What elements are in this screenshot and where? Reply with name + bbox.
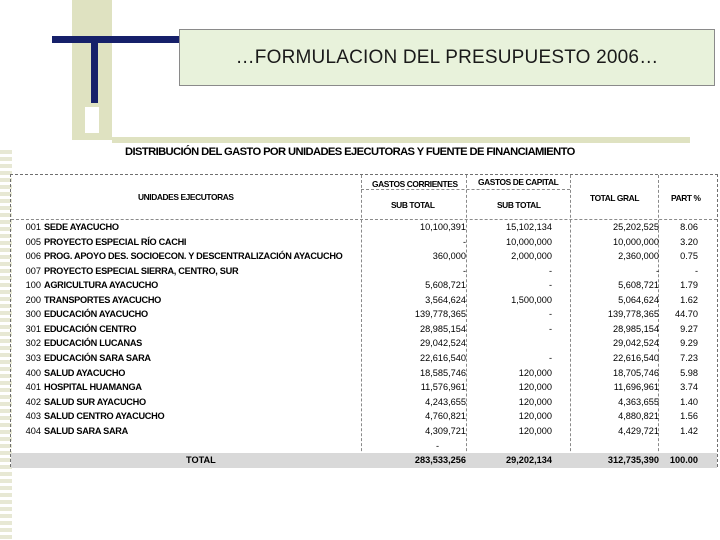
table-row: [11, 235, 717, 249]
row-corrientes: -: [462, 236, 466, 247]
table-row: [11, 293, 717, 307]
row-capital: 120,000: [518, 382, 552, 393]
row-capital: 10,000,000: [506, 236, 552, 247]
table-row: [11, 278, 717, 292]
total-capital: 29,202,134: [506, 455, 552, 465]
decorative-baseline: [112, 137, 690, 143]
row-total: 5,064,624: [618, 294, 659, 305]
row-part: 9.27: [680, 323, 698, 334]
row-part: -: [694, 265, 698, 276]
table-subtitle: DISTRIBUCIÓN DEL GASTO POR UNIDADES EJECUTORAS Y FUENTE DE FINANCIAMIENTO: [125, 146, 575, 158]
row-corrientes: 4,243,655: [425, 396, 466, 407]
row-capital: -: [548, 280, 552, 291]
total-corrientes: 283,533,256: [414, 455, 466, 465]
row-corrientes: 18,585,746: [420, 367, 466, 378]
table-row: [11, 220, 717, 234]
decorative-navy-bar: [52, 36, 182, 43]
decorative-notch: [85, 107, 99, 133]
row-part: 7.23: [680, 352, 698, 363]
row-name: PROG. APOYO DES. SOCIOECON. Y DESCENTRALIZACIÓN AYACUCHO: [44, 251, 343, 262]
row-code: 301: [25, 323, 41, 334]
row-corrientes: 360,000: [432, 251, 466, 262]
row-total: 4,429,721: [618, 425, 659, 436]
header-subtotal-corrientes: SUB TOTAL: [391, 200, 435, 210]
row-part: 3.20: [680, 236, 698, 247]
total-label: TOTAL: [186, 455, 216, 465]
row-code: 300: [25, 309, 41, 320]
title-box: [179, 29, 715, 86]
row-capital: -: [548, 323, 552, 334]
row-name: TRANSPORTES AYACUCHO: [44, 294, 162, 305]
row-corrientes: 29,042,524: [420, 338, 466, 349]
row-part: 1.40: [680, 396, 698, 407]
header-subtotal-capital: SUB TOTAL: [497, 200, 541, 210]
row-total: 11,696,961: [613, 382, 659, 393]
row-total: 18,705,746: [613, 367, 659, 378]
row-part: 5.98: [680, 367, 698, 378]
budget-table: [10, 174, 718, 467]
row-capital: 120,000: [518, 411, 552, 422]
table-row: [11, 322, 717, 336]
table-row: [11, 249, 717, 263]
row-capital: -: [548, 265, 552, 276]
total-part: 100.00: [669, 455, 698, 465]
row-capital: -: [548, 309, 552, 320]
row-code: 400: [25, 367, 41, 378]
row-part: 1.56: [680, 411, 698, 422]
row-total: 4,363,655: [618, 396, 659, 407]
row-name: EDUCACIÓN SARA SARA: [44, 352, 151, 363]
row-name: SALUD SARA SARA: [44, 425, 128, 436]
row-capital: 1,500,000: [511, 294, 552, 305]
row-corrientes: 139,778,365: [414, 309, 466, 320]
total-row: [11, 453, 717, 467]
row-name: EDUCACIÓN CENTRO: [44, 323, 137, 334]
table-row: [11, 380, 717, 394]
header-gastos-capital: GASTOS DE CAPITAL: [478, 177, 559, 187]
row-code: 100: [25, 280, 41, 291]
header-total-gral: TOTAL GRAL: [590, 193, 640, 203]
total-gral: 312,735,390: [607, 455, 659, 465]
decorative-navy-stem: [91, 36, 98, 103]
row-total: 25,202,525: [613, 222, 659, 232]
row-corrientes: 4,760,821: [425, 411, 466, 422]
row-part: 8.06: [680, 222, 698, 232]
row-corrientes: 22,616,540: [420, 352, 466, 363]
row-total: 22,616,540: [613, 352, 659, 363]
row-code: 303: [25, 352, 41, 363]
row-capital: 120,000: [518, 367, 552, 378]
grid-line: [361, 189, 570, 190]
row-total: 2,360,000: [618, 251, 659, 262]
row-code: 402: [25, 396, 41, 407]
row-part: 0.75: [680, 251, 698, 262]
row-name: HOSPITAL HUAMANGA: [44, 382, 142, 393]
row-name: PROYECTO ESPECIAL SIERRA, CENTRO, SUR: [44, 265, 239, 276]
row-code: 403: [25, 411, 41, 422]
row-total: 139,778,365: [607, 309, 659, 320]
row-corrientes: 4,309,721: [425, 425, 466, 436]
row-name: AGRICULTURA AYACUCHO: [44, 280, 158, 291]
row-name: SALUD AYACUCHO: [44, 367, 126, 378]
row-name: SALUD CENTRO AYACUCHO: [44, 411, 165, 422]
row-capital: -: [548, 352, 552, 363]
row-part: 1.79: [680, 280, 698, 291]
row-code: 401: [25, 382, 41, 393]
row-capital: 2,000,000: [511, 251, 552, 262]
row-code: 007: [25, 265, 41, 276]
row-capital: 120,000: [518, 396, 552, 407]
row-total: 5,608,721: [618, 280, 659, 291]
row-corrientes: 11,576,961: [420, 382, 466, 393]
row-capital: 15,102,134: [506, 222, 552, 232]
row-part: 3.74: [680, 382, 698, 393]
row-code: 302: [25, 338, 41, 349]
table-row: [11, 264, 717, 278]
row-part: 1.62: [680, 294, 698, 305]
row-total: 10,000,000: [613, 236, 659, 247]
row-part: 44.70: [675, 309, 698, 320]
row-part: 9.29: [680, 338, 698, 349]
row-total: 28,985,154: [613, 323, 659, 334]
row-code: 006: [25, 251, 41, 262]
row-name: SALUD SUR AYACUCHO: [44, 396, 146, 407]
page-title: …FORMULACION DEL PRESUPUESTO 2006…: [235, 46, 659, 68]
table-row: [11, 307, 717, 321]
table-row: [11, 395, 717, 409]
row-name: EDUCACIÓN AYACUCHO: [44, 309, 148, 320]
table-row: [11, 409, 717, 423]
table-row: [11, 336, 717, 350]
row-corrientes: 5,608,721: [425, 280, 466, 291]
row-corrientes: 28,985,154: [420, 323, 466, 334]
table-row: [11, 424, 717, 438]
blank-row-dash: -: [436, 441, 440, 451]
row-corrientes: 10,100,391: [420, 222, 466, 232]
row-part: 1.42: [680, 425, 698, 436]
row-code: 404: [25, 425, 41, 436]
row-code: 005: [25, 236, 41, 247]
row-total: 4,880,821: [618, 411, 659, 422]
table-row: [11, 366, 717, 380]
row-name: EDUCACIÓN LUCANAS: [44, 338, 143, 349]
row-corrientes: 3,564,624: [425, 294, 466, 305]
row-capital: 120,000: [518, 425, 552, 436]
row-corrientes: -: [462, 265, 466, 276]
header-part: PART %: [671, 193, 701, 203]
row-total: -: [655, 265, 659, 276]
row-total: 29,042,524: [613, 338, 659, 349]
header-gastos-corrientes: GASTOS CORRIENTES: [372, 179, 458, 189]
row-code: 001: [25, 222, 41, 232]
row-name: PROYECTO ESPECIAL RÍO CACHI: [44, 236, 187, 247]
row-name: SEDE AYACUCHO: [44, 222, 119, 232]
table-row: [11, 351, 717, 365]
row-code: 200: [25, 294, 41, 305]
header-unidades: UNIDADES EJECUTORAS: [138, 192, 234, 202]
